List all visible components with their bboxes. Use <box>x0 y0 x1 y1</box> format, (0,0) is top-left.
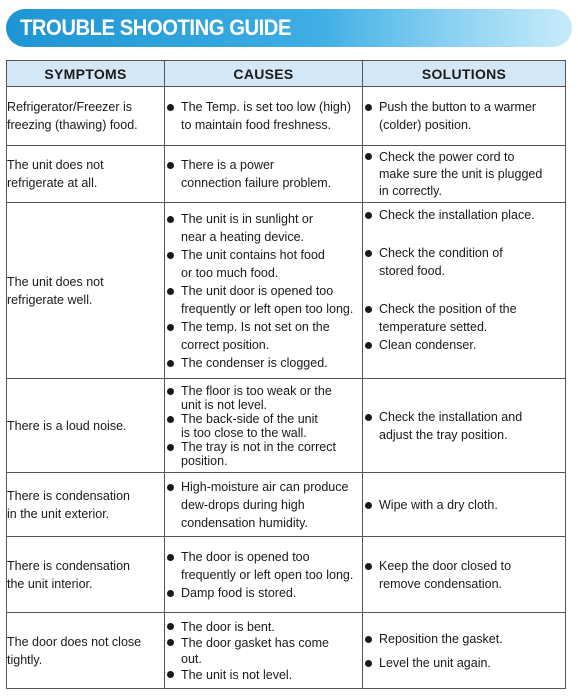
bullet-icon <box>365 414 372 421</box>
cause-item: The unit contains hot food or too much food. <box>165 246 362 282</box>
causes-cell <box>165 87 363 146</box>
symptom-cell: The door does not close tightly. <box>7 613 165 689</box>
bullet-icon <box>365 342 372 349</box>
cause-item: The door is bent. <box>165 619 362 635</box>
solutions-cell <box>363 146 566 203</box>
causes-cell <box>165 146 363 203</box>
table-row <box>7 87 566 146</box>
bullet-icon <box>365 306 372 313</box>
solution-item: Check the condition of stored food. <box>363 244 565 280</box>
cause-item: Damp food is stored. <box>165 584 362 602</box>
title-banner <box>6 9 572 47</box>
page-title: TROUBLE SHOOTING GUIDE <box>20 15 291 40</box>
solution-item: Push the button to a warmer (colder) position. <box>363 98 565 134</box>
symptom-cell: There is condensation the unit interior. <box>7 537 165 613</box>
table-row <box>7 537 566 613</box>
solution-item: Check the power cord to make sure the unit is plugged in correctly. <box>363 149 565 200</box>
table-row <box>7 473 566 537</box>
bullet-icon <box>167 444 174 451</box>
table-row <box>7 203 566 379</box>
solutions-cell <box>363 613 566 689</box>
cause-item: There is a power connection failure problem. <box>165 156 362 192</box>
bullet-icon <box>167 288 174 295</box>
solution-item: Check the installation and adjust the tray position. <box>363 408 565 444</box>
symptom-cell: The unit does not refrigerate at all. <box>7 146 165 203</box>
bullet-icon <box>167 639 174 646</box>
solution-item: Wipe with a dry cloth. <box>363 496 565 514</box>
cause-item: The unit is in sunlight or near a heating device. <box>165 210 362 246</box>
cause-item: High-moisture air can produce dew-drops during high condensation humidity. <box>165 478 362 532</box>
symptom-cell: Refrigerator/Freezer is freezing (thawing) food. <box>7 87 165 146</box>
cause-item: The unit door is opened too frequently or left open too long. <box>165 282 362 318</box>
header-solutions: SOLUTIONS <box>363 61 566 87</box>
solutions-cell <box>363 473 566 537</box>
bullet-icon <box>167 388 174 395</box>
cause-item: The condenser is clogged. <box>165 354 362 372</box>
symptom-cell: There is a loud noise. <box>7 379 165 473</box>
solution-item: Keep the door closed to remove condensation. <box>363 557 565 593</box>
cause-item: The temp. Is not set on the correct position. <box>165 318 362 354</box>
causes-cell <box>165 537 363 613</box>
header-causes: CAUSES <box>165 61 363 87</box>
bullet-icon <box>167 216 174 223</box>
solution-item: Level the unit again. <box>363 654 565 672</box>
causes-cell <box>165 473 363 537</box>
troubleshooting-table <box>6 60 566 689</box>
solution-item: Check the position of the temperature setted. <box>363 300 565 336</box>
cause-item: The door is opened too frequently or left open too long. <box>165 548 362 584</box>
symptom-cell: There is condensation in the unit exterior. <box>7 473 165 537</box>
solutions-cell <box>363 203 566 379</box>
bullet-icon <box>167 554 174 561</box>
bullet-icon <box>365 250 372 257</box>
bullet-icon <box>167 484 174 491</box>
bullet-icon <box>167 590 174 597</box>
symptom-cell: The unit does not refrigerate well. <box>7 203 165 379</box>
header-symptoms: SYMPTOMS <box>7 61 165 87</box>
table-row <box>7 613 566 689</box>
solutions-cell <box>363 87 566 146</box>
bullet-icon <box>167 623 174 630</box>
bullet-icon <box>365 563 372 570</box>
causes-cell <box>165 379 363 473</box>
table-row <box>7 146 566 203</box>
solutions-cell <box>363 379 566 473</box>
bullet-icon <box>365 212 372 219</box>
table-row <box>7 379 566 473</box>
bullet-icon <box>167 671 174 678</box>
cause-item: The door gasket has come out. <box>165 635 362 667</box>
causes-cell <box>165 203 363 379</box>
cause-item: The unit is not level. <box>165 667 362 683</box>
bullet-icon <box>167 324 174 331</box>
solution-item: Clean condenser. <box>363 336 565 354</box>
cause-item: The floor is too weak or the unit is not level. <box>165 384 362 412</box>
bullet-icon <box>167 162 174 169</box>
cause-item: The back-side of the unit is too close to the wall. <box>165 412 362 440</box>
bullet-icon <box>167 252 174 259</box>
bullet-icon <box>365 636 372 643</box>
bullet-icon <box>365 660 372 667</box>
bullet-icon <box>167 416 174 423</box>
solution-item: Check the installation place. <box>363 206 565 224</box>
cause-item: The Temp. is set too low (high) to maintain food freshness. <box>165 98 362 134</box>
causes-cell <box>165 613 363 689</box>
bullet-icon <box>167 360 174 367</box>
cause-item: The tray is not in the correct position. <box>165 440 362 468</box>
bullet-icon <box>365 104 372 111</box>
bullet-icon <box>365 502 372 509</box>
table-header-row <box>7 61 566 87</box>
bullet-icon <box>365 153 372 160</box>
bullet-icon <box>167 104 174 111</box>
solution-item: Reposition the gasket. <box>363 630 565 648</box>
solutions-cell <box>363 537 566 613</box>
